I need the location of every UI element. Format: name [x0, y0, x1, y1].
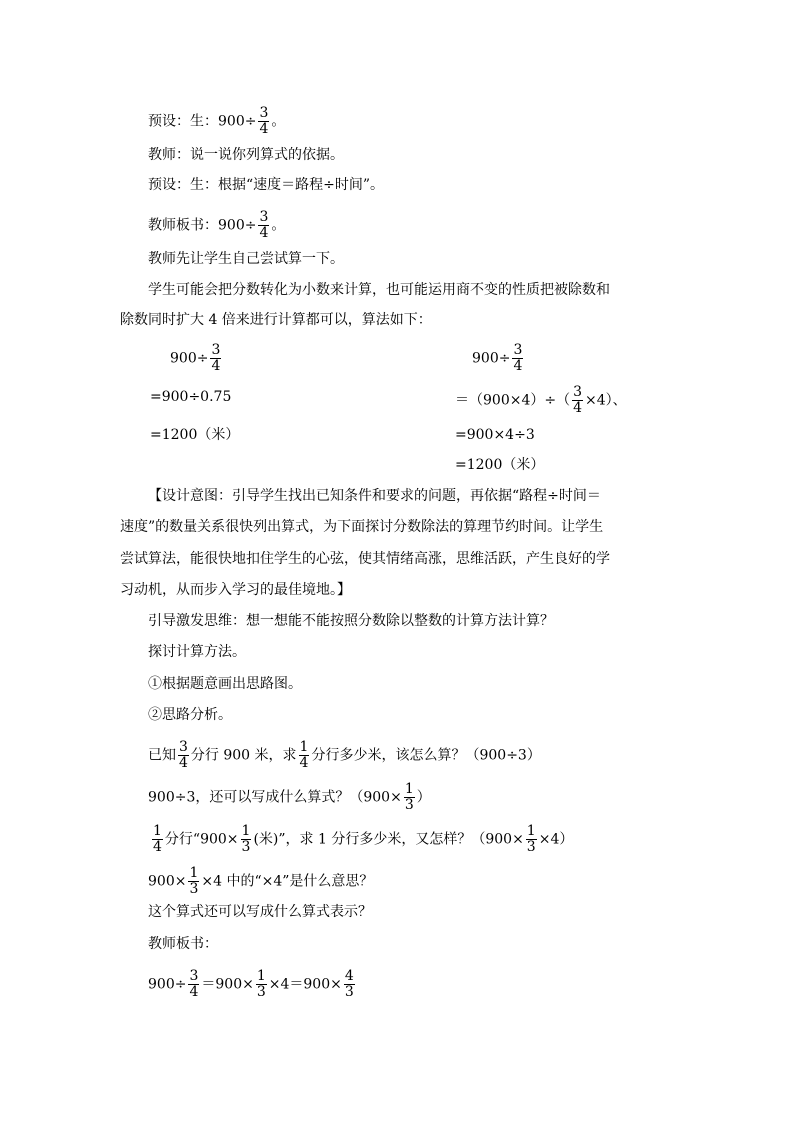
numerator: 1	[256, 968, 266, 984]
fraction	[344, 969, 355, 1000]
denominator: 3	[344, 984, 354, 1000]
text: 分行 900 米，求	[190, 747, 297, 764]
denominator: 3	[241, 839, 251, 855]
left-calc-line-2: =900÷0.75	[150, 389, 232, 405]
denominator: 3	[189, 881, 199, 897]
teacher-board-line-1	[148, 210, 285, 241]
analysis-question-4	[148, 866, 373, 897]
numerator: 3	[259, 105, 269, 121]
fraction	[241, 824, 252, 855]
right-calc-line-2	[455, 385, 627, 416]
numerator: 1	[526, 823, 536, 839]
denominator: 4	[513, 358, 523, 374]
explore-line: 探讨计算方法。	[148, 644, 246, 660]
left-calc-line-1	[170, 343, 223, 374]
right-calc-line-1	[472, 343, 525, 374]
text: 分行多少米，该怎么算？（900÷3）	[311, 747, 541, 764]
text: ×4＝900×	[268, 976, 342, 993]
fraction	[258, 210, 269, 241]
text: 预设：生：900÷	[148, 113, 257, 130]
numerator: 1	[404, 781, 414, 797]
text: ）	[416, 789, 431, 806]
right-calc-line-3: =900×4÷3	[455, 427, 535, 443]
denominator: 3	[404, 797, 414, 813]
design-intent-line: 尝试算法，能很快地扣住学生的心弦，使其情绪高涨，思维活跃，产生良好的学	[120, 551, 610, 567]
teacher-line-1: 教师：说一说你列算式的依据。	[148, 147, 344, 163]
numerator: 3	[513, 342, 523, 358]
fraction	[572, 385, 583, 416]
question-line: 这个算式还可以写成什么算式表示？	[148, 904, 372, 920]
text: ×4）	[538, 831, 574, 848]
denominator: 4	[179, 755, 188, 771]
fraction	[178, 740, 189, 771]
text: ＝900×	[201, 976, 254, 993]
design-intent-line: 【设计意图：引导学生找出已知条件和要求的问题，再依据“路程÷时间＝	[148, 488, 601, 504]
denominator: 4	[259, 225, 269, 241]
teacher-board-line-2: 教师板书：	[148, 936, 218, 952]
analysis-question-2	[148, 782, 431, 813]
guide-line: 引导激发思维：想一想能不能按照分数除以整数的计算方法计算？	[148, 613, 554, 629]
text: ×4 中的“×4”是什么意思？	[201, 873, 374, 890]
numerator: 3	[259, 209, 269, 225]
denominator: 4	[211, 358, 221, 374]
fraction	[404, 782, 415, 813]
text: 900×	[148, 873, 187, 890]
numerator: 3	[189, 968, 199, 984]
fraction	[152, 824, 163, 855]
text: 。	[271, 217, 286, 234]
design-intent-line: 速度”的数量关系很快列出算式，为下面探讨分数除法的算理节约时间。让学生	[120, 519, 604, 535]
left-calc-line-3: =1200（米）	[150, 427, 240, 443]
text: 900÷	[472, 350, 511, 367]
numerator: 3	[573, 384, 583, 400]
denominator: 4	[573, 400, 583, 416]
text: 。	[271, 113, 286, 130]
fraction	[188, 969, 199, 1000]
teacher-line-2: 教师先让学生自己尝试算一下。	[148, 251, 344, 267]
fraction	[256, 969, 267, 1000]
paragraph-line: 除数同时扩大 4 倍来进行计算都可以，算法如下：	[120, 312, 432, 328]
text: 900÷	[148, 976, 187, 993]
denominator: 4	[299, 755, 309, 771]
text: ＝（900×4）÷（	[455, 392, 571, 409]
text: 900÷3，还可以写成什么算式？（900×	[148, 789, 402, 806]
denominator: 4	[153, 839, 162, 855]
analysis-question-3	[150, 824, 573, 855]
design-intent-line: 习动机，从而步入学习的最佳境地。】	[120, 582, 351, 598]
step-2: ②思路分析。	[148, 707, 232, 723]
analysis-question-1	[148, 740, 541, 771]
denominator: 4	[259, 121, 269, 137]
numerator: 4	[344, 968, 354, 984]
numerator: 1	[153, 823, 162, 839]
fraction	[188, 866, 199, 897]
denominator: 3	[256, 984, 266, 1000]
text: 分行“900×	[164, 831, 239, 848]
numerator: 1	[189, 865, 199, 881]
numerator: 3	[211, 342, 221, 358]
fraction	[299, 740, 310, 771]
fraction	[512, 343, 523, 374]
preset-line-2: 预设：生：根据“速度＝路程÷时间”。	[148, 177, 385, 193]
numerator: 1	[241, 823, 251, 839]
fraction	[258, 106, 269, 137]
denominator: 3	[526, 839, 536, 855]
final-equation	[148, 969, 357, 1000]
right-calc-line-4: =1200（米）	[455, 457, 545, 473]
numerator: 1	[299, 739, 309, 755]
fraction	[210, 343, 221, 374]
preset-line-1	[148, 106, 285, 137]
step-1: ①根据题意画出思路图。	[148, 676, 302, 692]
fraction	[526, 824, 537, 855]
text: 已知	[148, 747, 176, 764]
text: 900÷	[170, 350, 209, 367]
numerator: 3	[179, 739, 188, 755]
paragraph-line: 学生可能会把分数转化为小数来计算，也可能运用商不变的性质把被除数和	[148, 282, 610, 298]
text: ×4）、	[585, 392, 627, 409]
denominator: 4	[189, 984, 199, 1000]
text: 教师板书：900÷	[148, 217, 257, 234]
text: (米)”，求 1 分行多少米，又怎样？（900×	[253, 831, 524, 848]
